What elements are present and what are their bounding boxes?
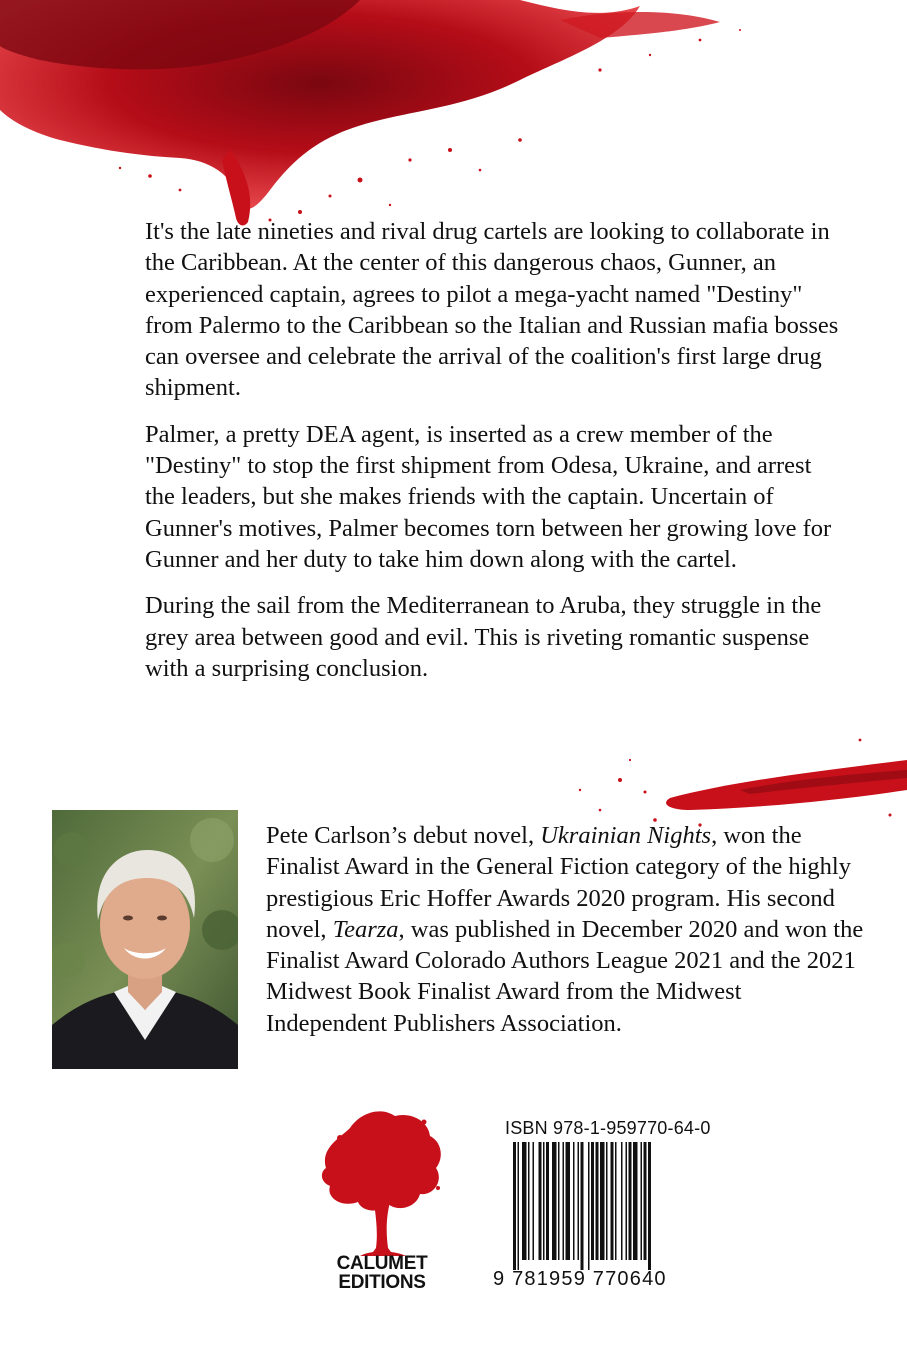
bio-book-title-1: Ukrainian Nights	[540, 822, 712, 849]
author-photo	[52, 810, 238, 1069]
isbn-label: ISBN 978-1-959770-64-0	[505, 1118, 711, 1138]
bio-text-1: Pete Carlson’s debut novel,	[266, 822, 541, 849]
barcode	[511, 1142, 701, 1270]
publisher-name-line-2: EDITIONS	[338, 1272, 426, 1293]
publisher-name	[320, 1254, 444, 1292]
blurb-paragraph-3: During the sail from the Mediterranean to Aruba, they struggle in the grey area between good and evil. This is riveting romantic suspense with a surprising conclusion.	[145, 592, 822, 682]
blurb-paragraph-1: It's the late nineties and rival drug cartels are looking to collaborate in the Caribbean. At the center of this dangerous chaos, Gunner, an experienced captain, agrees to pilot a mega-yacht named "Destiny" from Palermo to the Caribbean so the Italian and Russian mafia bosses can oversee and celebrate the arrival of the coalition's first large drug shipment.	[145, 218, 839, 402]
paint-splatter-top	[0, 0, 907, 230]
publisher-name-line-1: CALUMET	[336, 1253, 428, 1274]
author-bio	[266, 820, 866, 1039]
bio-text-3: , was published in December 2020 and won the Finalist Award Colorado Authors League 2021 and the 2021 Midwest Book Finalist Award from the Midwest Independent Publishers Association.	[266, 915, 864, 1037]
blurb	[145, 216, 845, 699]
blurb-paragraph-2: Palmer, a pretty DEA agent, is inserted as a crew member of the "Destiny" to stop the first shipment from Odesa, Ukraine, and arrest the leaders, but she makes friends with the captain. Uncertain of Gunner's motives, Palmer becomes torn between her growing love for Gunner and her duty to take him down along with the cartel.	[145, 420, 832, 573]
bio-book-title-2: Tearza	[332, 915, 399, 943]
barcode-digits: 9 781959 770640	[493, 1268, 667, 1290]
isbn-barcode-block	[489, 1110, 719, 1300]
bio-text-2: , won the Finalist Award in the General Fiction category of the highly prestigious Eric Hoffer Awards 2020 program. His second novel,	[266, 822, 851, 943]
